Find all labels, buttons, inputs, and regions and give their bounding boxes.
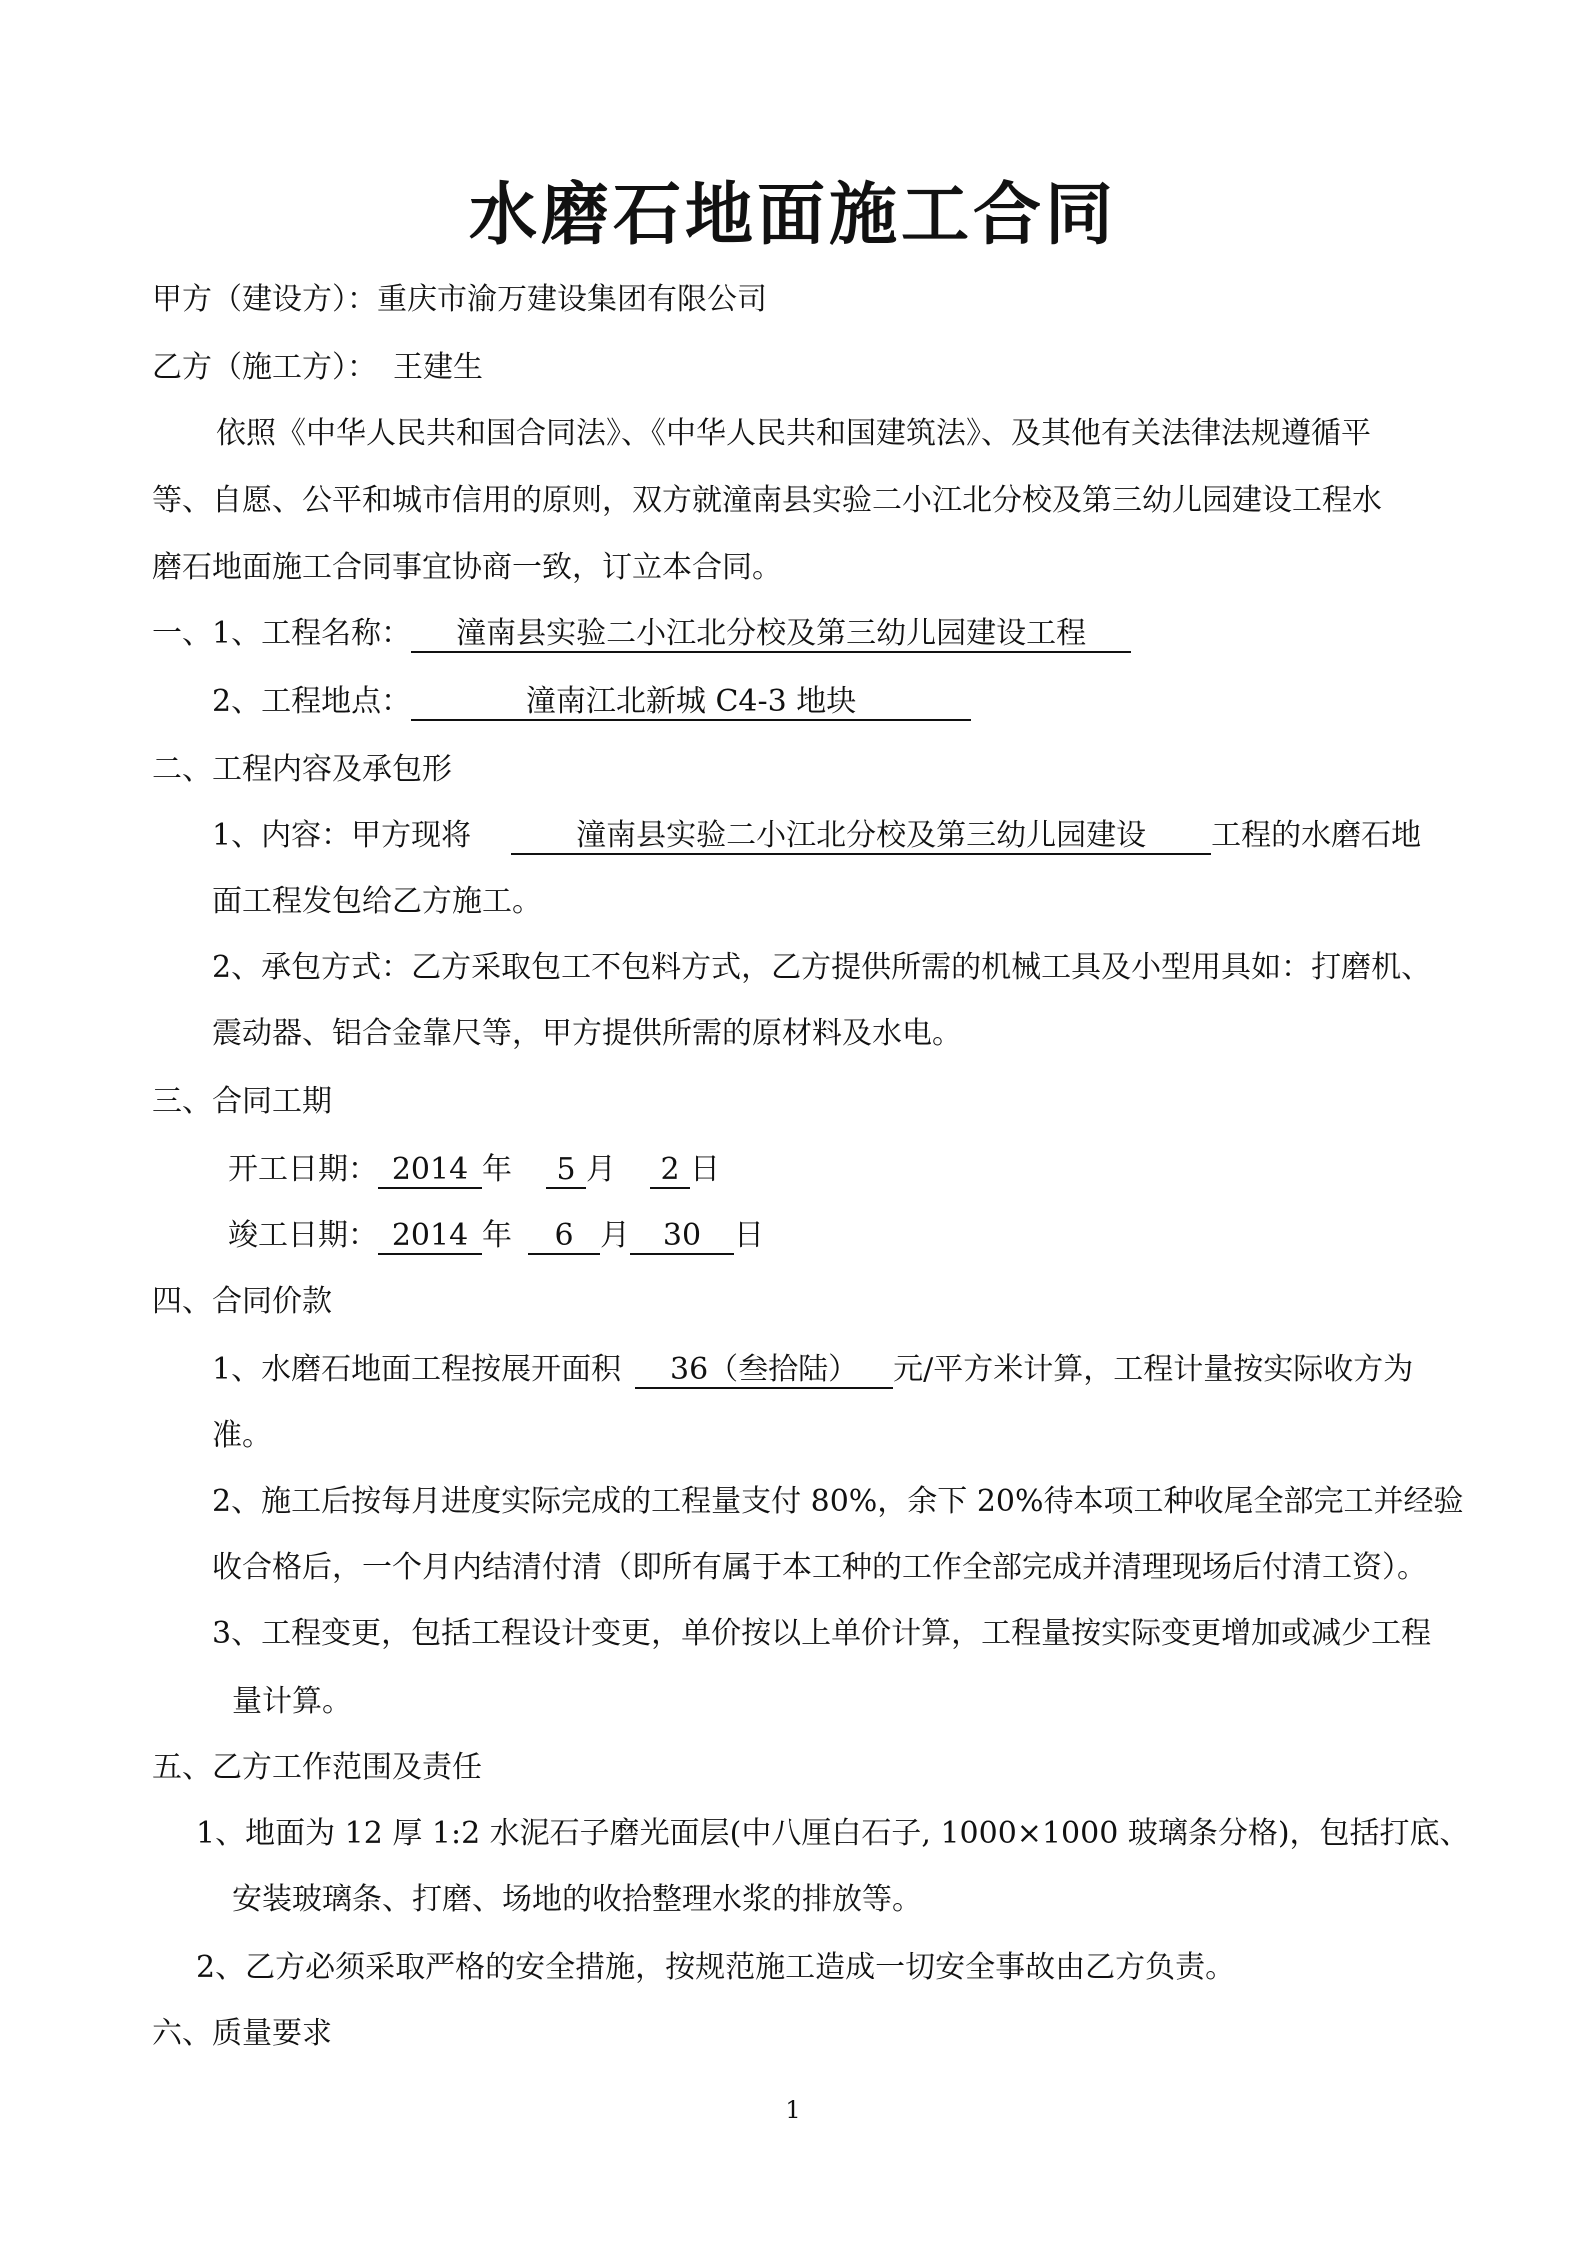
end-month: 6 [528,1219,600,1255]
price-line [212,1350,1413,1390]
project-name-line [152,614,1131,654]
end-day: 30 [630,1219,734,1255]
year-unit: 年 [482,1152,512,1187]
section-5-heading: 五、乙方工作范围及责任 [152,1750,482,1785]
section-4-heading: 四、合同价款 [152,1284,332,1319]
content-label: 1、内容：甲方现将 [212,818,472,853]
content-value: 潼南县实验二小江北分校及第三幼儿园建设 [511,819,1211,855]
payment-line-1: 2、施工后按每月进度实际完成的工程量支付 80%，余下 20%待本项工种收尾全部完工并经验 [212,1484,1464,1519]
month-unit: 月 [600,1218,630,1253]
content-line [212,816,1421,856]
section-2-heading: 二、工程内容及承包形 [152,752,452,787]
price-label: 1、水磨石地面工程按展开面积 [212,1352,622,1387]
project-location-value: 潼南江北新城 C4-3 地块 [411,685,971,721]
price-suffix: 元/平方米计算，工程计量按实际收方为 [893,1352,1414,1387]
month-unit: 月 [586,1152,616,1187]
start-date-line [228,1150,720,1190]
contract-mode-line-1: 2、承包方式：乙方采取包工不包料方式，乙方提供所需的机械工具及小型用具如：打磨机、 [212,950,1432,985]
party-b-value: 王建生 [393,350,483,385]
price-continuation: 准。 [212,1418,272,1453]
unit-price-value: 36（叁拾陆） [635,1353,893,1389]
party-a-value: 重庆市渝万建设集团有限公司 [377,282,767,317]
start-year: 2014 [378,1153,482,1189]
start-month: 5 [546,1153,586,1189]
project-location-label: 2、工程地点： [212,684,412,719]
party-a-line [152,280,767,320]
preamble-line-1: 依照《中华人民共和国合同法》、《中华人民共和国建筑法》、及其他有关法律法规遵循平 [216,416,1371,451]
project-location-line [212,682,971,722]
scope-line-1: 1、地面为 12 厚 1:2 水泥石子磨光面层(中八厘白石子, 1000×1000 玻璃条分格)，包括打底、 [196,1816,1470,1851]
page-number: 1 [785,2096,801,2124]
end-date-label: 竣工日期： [228,1218,378,1253]
start-day: 2 [650,1153,690,1189]
project-name-label: 一、1、工程名称： [152,616,412,651]
party-a-label: 甲方（建设方）： [152,282,377,317]
preamble-line-2: 等、自愿、公平和城市信用的原则，双方就潼南县实验二小江北分校及第三幼儿园建设工程水 [152,483,1382,518]
safety-line: 2、乙方必须采取严格的安全措施，按规范施工造成一切安全事故由乙方负责。 [196,1950,1236,1985]
day-unit: 日 [734,1218,764,1253]
end-date-line [228,1216,764,1256]
end-year: 2014 [378,1219,482,1255]
content-continuation: 面工程发包给乙方施工。 [212,884,542,919]
start-date-label: 开工日期： [228,1152,378,1187]
scope-line-2: 安装玻璃条、打磨、场地的收拾整理水浆的排放等。 [232,1882,922,1917]
section-6-heading: 六、质量要求 [152,2016,332,2051]
preamble-line-3: 磨石地面施工合同事宜协商一致，订立本合同。 [152,550,782,585]
project-name-value: 潼南县实验二小江北分校及第三幼儿园建设工程 [411,617,1131,653]
content-suffix: 工程的水磨石地 [1211,818,1422,853]
change-line-1: 3、工程变更，包括工程设计变更，单价按以上单价计算，工程量按实际变更增加或减少工程 [212,1616,1432,1651]
contract-mode-line-2: 震动器、铝合金靠尺等，甲方提供所需的原材料及水电。 [212,1016,962,1051]
payment-line-2: 收合格后，一个月内结清付清（即所有属于本工种的工作全部完成并清理现场后付清工资）。 [212,1550,1427,1585]
section-3-heading: 三、合同工期 [152,1084,332,1119]
party-b-label: 乙方（施工方）： [152,350,377,385]
document-title: 水磨石地面施工合同 [468,176,1117,255]
year-unit: 年 [482,1218,512,1253]
party-b-line [152,348,483,388]
change-line-2: 量计算。 [232,1684,352,1719]
day-unit: 日 [690,1152,720,1187]
